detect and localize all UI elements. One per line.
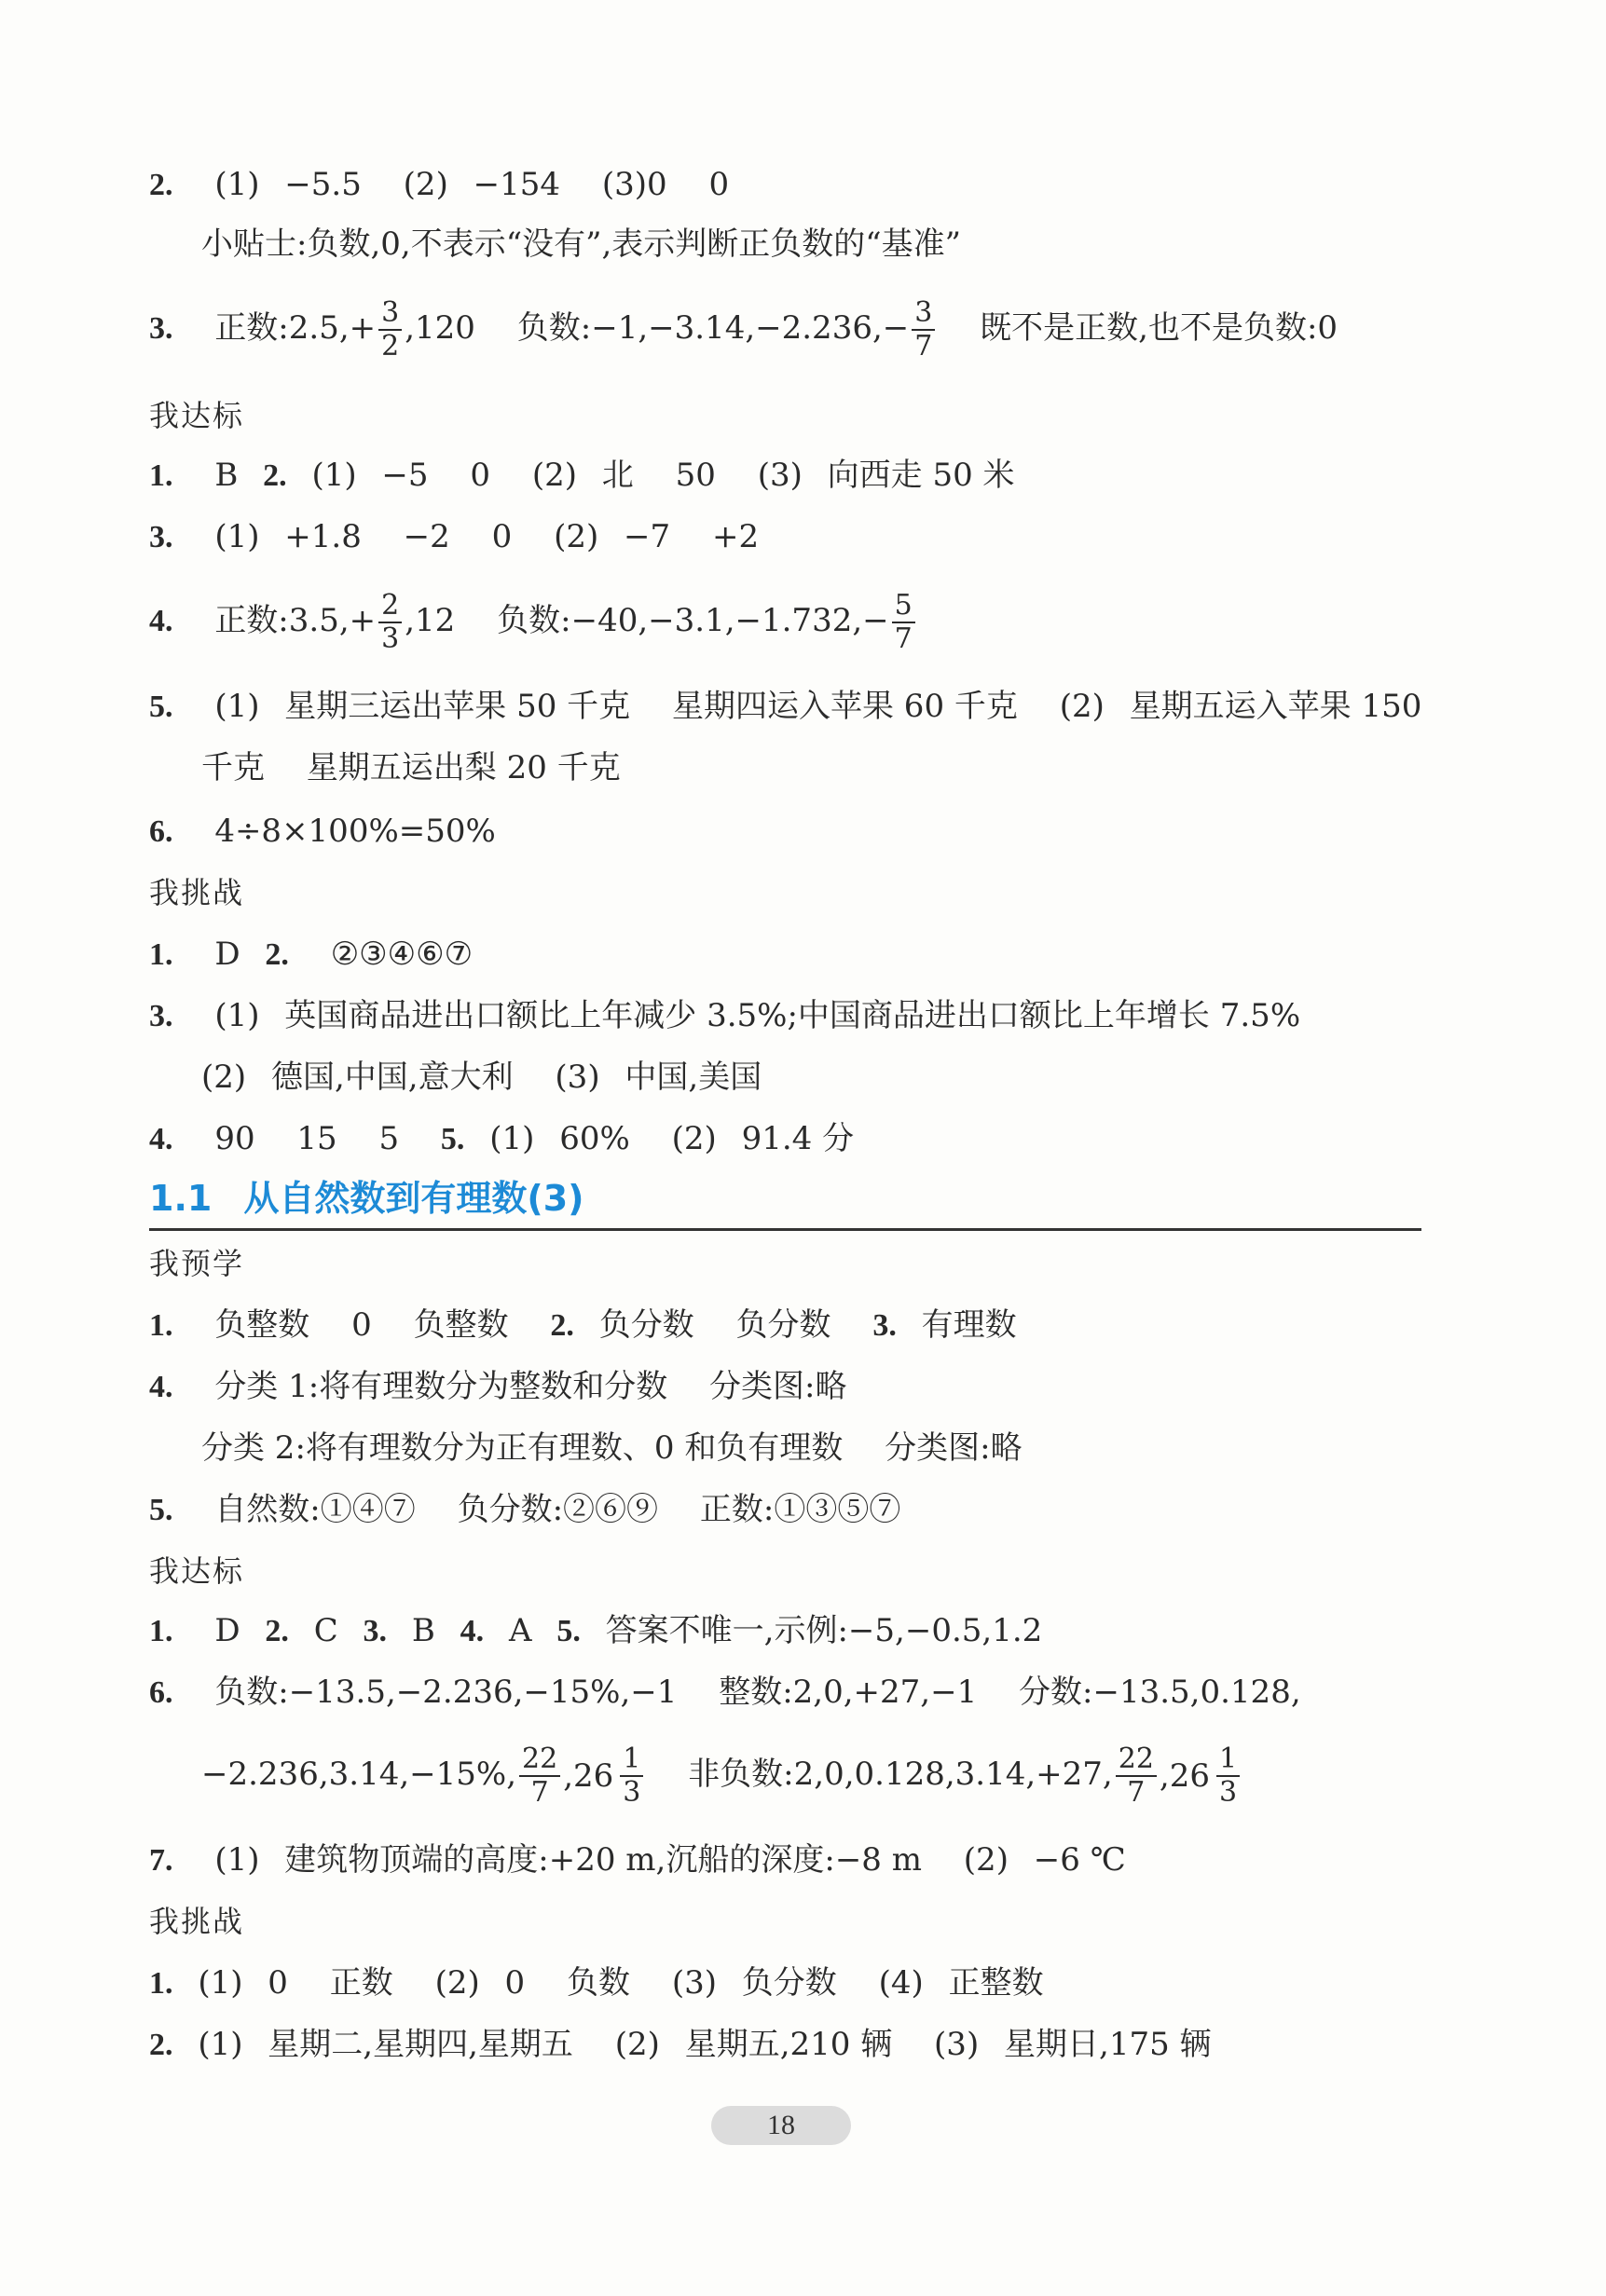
section-title: 我挑战 [149,875,245,910]
mixed-number: ,26 $\frac{1}{3}$ [563,1742,646,1810]
answer-line: 6. 负数:−13.5,−2.236,−15%,−1 整数:2,0,+27,−1 分数:−13.5,0.128, [149,1674,1301,1711]
section-header: 1.1 从自然数到有理数(3) [149,1178,584,1219]
fraction: $\frac{22}{7}$ [519,1743,560,1809]
answer-line: 1. B 2. (1) −5 0 (2) 北 50 (3) 向西走 50 米 [149,457,1015,494]
section-title: 我挑战 [149,1904,245,1939]
answer-line: 3. (1) +1.8 −2 0 (2) −7 +2 [149,518,760,555]
answer-line: 千克 星期五运出梨 20 千克 [201,749,621,786]
answer-line: 3. (1) 英国商品进出口额比上年减少 3.5%;中国商品进出口额比上年增长 7.5% [149,997,1301,1034]
answer-line: 分类 2:将有理数分为正有理数、0 和负有理数 分类图:略 [201,1429,1023,1467]
section-title: 我达标 [149,398,245,433]
answer-line: 5. (1) 星期三运出苹果 50 千克 星期四运入苹果 60 千克 (2) 星期五运入苹果 150 [149,688,1422,725]
fraction: $\frac{2}{3}$ [378,590,402,655]
fraction: $\frac{3}{2}$ [378,297,402,362]
fraction: $\frac{1}{3}$ [620,1743,643,1809]
page-number: 18 [711,2106,851,2145]
answer-line: (2) 德国,中国,意大利 (3) 中国,美国 [201,1059,762,1096]
fraction: $\frac{5}{7}$ [892,590,915,655]
answer-line: 5. 自然数:①④⑦ 负分数:②⑥⑨ 正数:①③⑤⑦ [149,1491,901,1528]
answer-line: −2.236,3.14,−15%, $\frac{22}{7}$ ,26 $\frac{1}{3}$ 非负数:2,0,0.128,3.14,+27, $\frac{22}{7}$ ,26 $\frac{1}{3}$ [201,1741,1242,1810]
fraction: $\frac{1}{3}$ [1216,1743,1240,1809]
answer-line: 6. 4÷8×100%=50% [149,813,496,850]
answer-line: 4. 90 15 5 5. (1) 60% (2) 91.4 分 [149,1120,855,1157]
section-title: 我预学 [149,1246,245,1281]
answer-line: 7. (1) 建筑物顶端的高度:+20 m,沉船的深度:−8 m (2) −6 ℃ [149,1841,1126,1879]
section-title: 我达标 [149,1553,245,1589]
answer-line: 1. (1) 0 正数 (2) 0 负数 (3) 负分数 (4) 正整数 [149,1964,1044,2002]
fraction: $\frac{22}{7}$ [1116,1743,1157,1809]
answer-line: 3. 正数:2.5,+ $\frac{3}{2}$ ,120 负数:−1,−3.14,−2.236,− $\frac{3}{7}$ 既不是正数,也不是负数:0 [149,296,1338,362]
mixed-number: ,26 $\frac{1}{3}$ [1160,1742,1242,1810]
answer-line: 4. 正数:3.5,+ $\frac{2}{3}$ ,12 负数:−40,−3.1,−1.732,− $\frac{5}{7}$ [149,587,918,655]
answer-line: 1. D 2. C 3. B 4. A 5. 答案不唯一,示例:−5,−0.5,1.2 [149,1612,1043,1649]
answer-line: 2. (1) 星期二,星期四,星期五 (2) 星期五,210 辆 (3) 星期日,175 辆 [149,2026,1212,2063]
answer-line: 1. 负整数 0 负整数 2. 负分数 负分数 3. 有理数 [149,1306,1017,1344]
answer-line: 2. (1) −5.5 (2) −154 (3)0 0 [149,166,730,203]
header-divider [149,1228,1421,1231]
answer-line: 4. 分类 1:将有理数分为整数和分数 分类图:略 [149,1368,847,1405]
tip-text: 小贴士:负数,0,不表示“没有”,表示判断正负数的“基准” [201,226,962,263]
fraction: $\frac{3}{7}$ [912,297,935,362]
answer-line: 1. D 2. ②③④⑥⑦ [149,936,474,973]
